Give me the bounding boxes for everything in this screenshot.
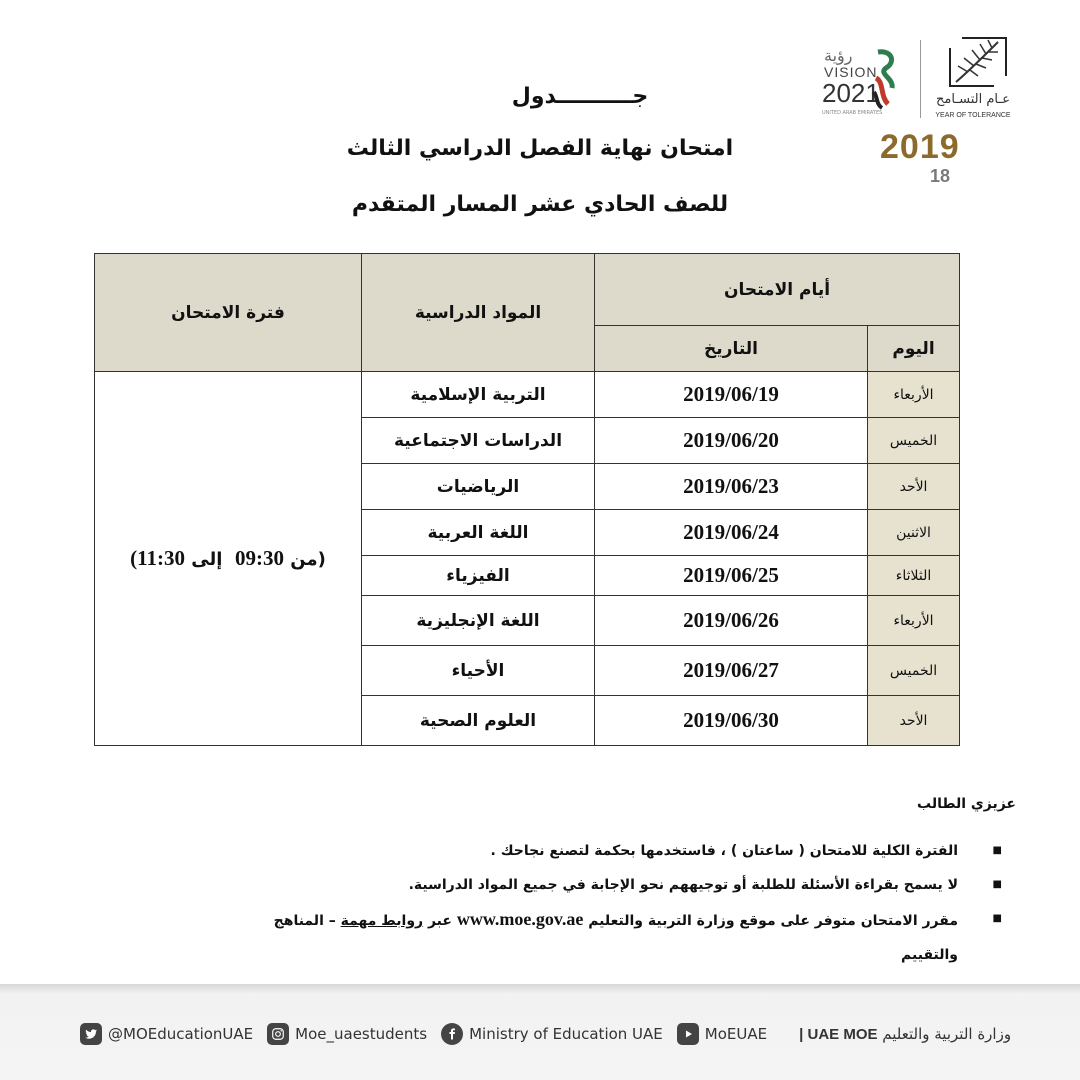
notes-salutation: عزيزي الطالب	[917, 796, 1016, 812]
youtube-channel: MoEUAE	[704, 1025, 768, 1043]
cell-subject: الفيزياء	[362, 556, 595, 596]
notes-list	[76, 834, 1016, 972]
cell-day: الأحد	[868, 464, 960, 510]
facebook-link[interactable]	[441, 1023, 663, 1045]
exam-period-cell	[95, 372, 362, 746]
tolerance-ar-text: عـام التسـامح	[936, 92, 1010, 107]
youtube-icon	[677, 1023, 699, 1045]
cell-date: 2019/06/26	[595, 596, 868, 646]
period-prefix: (من	[290, 549, 326, 570]
header-period: فترة الامتحان	[95, 254, 362, 372]
facebook-icon	[441, 1023, 463, 1045]
cell-date: 2019/06/30	[595, 696, 868, 746]
header-subjects: المواد الدراسية	[362, 254, 595, 372]
cell-date: 2019/06/19	[595, 372, 868, 418]
bullet-icon: ■	[992, 845, 1002, 856]
instagram-icon	[267, 1023, 289, 1045]
header-date: التاريخ	[595, 326, 868, 372]
note-duration: الفترة الكلية للامتحان ( ساعتان ) ، فاستخدمها بحكمة لتصنع نجاحك .	[490, 843, 958, 859]
vision-ar-text: رؤية	[824, 46, 853, 65]
instagram-handle: Moe_uaestudents	[295, 1025, 428, 1043]
moe-website-link[interactable]: www.moe.gov.ae	[456, 909, 584, 929]
twitter-link[interactable]	[80, 1023, 253, 1045]
cell-day: الأحد	[868, 696, 960, 746]
period-to: 11:30)	[130, 546, 185, 570]
note-via: عبر	[427, 913, 452, 929]
table-row	[95, 372, 960, 418]
cell-day: الخميس	[868, 646, 960, 696]
twitter-handle: @MOEducationUAE	[108, 1025, 254, 1043]
student-notes	[76, 796, 1016, 972]
cell-date: 2019/06/20	[595, 418, 868, 464]
brand-ar: وزارة التربية والتعليم	[882, 1025, 1012, 1043]
cell-subject: اللغة العربية	[362, 510, 595, 556]
logo-divider	[920, 40, 921, 118]
cell-day: الاثنين	[868, 510, 960, 556]
important-links-link[interactable]: روابط مهمة	[340, 913, 424, 929]
cell-subject: العلوم الصحية	[362, 696, 595, 746]
note-assessment: والتقييم	[901, 947, 958, 963]
brand-en: UAE MOE |	[799, 1026, 878, 1043]
vision-year-text: 2021	[822, 78, 880, 108]
vision-2021-logo	[818, 40, 904, 124]
vision-en-text: VISION	[824, 64, 878, 80]
bullet-icon: ■	[992, 913, 1002, 924]
list-item	[76, 868, 1016, 902]
ministry-brand	[799, 1025, 1011, 1043]
note-syllabus: مقرر الامتحان متوفر على موقع وزارة التربية والتعليم	[588, 913, 958, 929]
exam-schedule-table	[94, 253, 960, 746]
page-subtitle: امتحان نهاية الفصل الدراسي الثالث	[346, 136, 734, 161]
cell-date: 2019/06/27	[595, 646, 868, 696]
vision-small-text: UNITED ARAB EMIRATES	[822, 110, 883, 116]
cell-date: 2019/06/23	[595, 464, 868, 510]
academic-year-2019: 2019	[880, 128, 960, 166]
facebook-name: Ministry of Education UAE	[469, 1025, 663, 1043]
cell-subject: الأحياء	[362, 646, 595, 696]
note-reading-rule: لا يسمح بقراءة الأسئلة للطلبة أو توجيههم نحو الإجابة في جميع المواد الدراسية.	[408, 877, 958, 893]
palm-frond-icon	[948, 36, 1008, 88]
cell-day: الخميس	[868, 418, 960, 464]
cell-subject: اللغة الإنجليزية	[362, 596, 595, 646]
grade-title: للصف الحادي عشر المسار المتقدم	[351, 192, 729, 217]
header-exam-days: أيام الامتحان	[595, 254, 960, 326]
cell-date: 2019/06/24	[595, 510, 868, 556]
tolerance-en-text: YEAR OF TOLERANCE	[935, 112, 1011, 119]
period-to-word: إلى	[191, 549, 223, 570]
note-curricula: – المناهج	[273, 913, 336, 929]
year-of-tolerance-logo	[930, 36, 1016, 126]
list-item	[76, 834, 1016, 868]
vision-mark-icon	[870, 48, 900, 110]
instagram-link[interactable]	[267, 1023, 427, 1045]
bullet-icon: ■	[992, 879, 1002, 890]
twitter-icon	[80, 1023, 102, 1045]
cell-subject: التربية الإسلامية	[362, 372, 595, 418]
cell-date: 2019/06/25	[595, 556, 868, 596]
youtube-link[interactable]	[677, 1023, 767, 1045]
header-logos	[818, 30, 1018, 130]
list-item	[76, 902, 1016, 972]
cell-day: الثلاثاء	[868, 556, 960, 596]
period-from: 09:30	[234, 546, 284, 570]
cell-day: الأربعاء	[868, 596, 960, 646]
header-day: اليوم	[868, 326, 960, 372]
cell-day: الأربعاء	[868, 372, 960, 418]
academic-year-18: 18	[930, 166, 951, 186]
page-title: جــــــــــدول	[511, 84, 649, 109]
cell-subject: الرياضيات	[362, 464, 595, 510]
cell-subject: الدراسات الاجتماعية	[362, 418, 595, 464]
footer-social-bar	[80, 1020, 1030, 1048]
